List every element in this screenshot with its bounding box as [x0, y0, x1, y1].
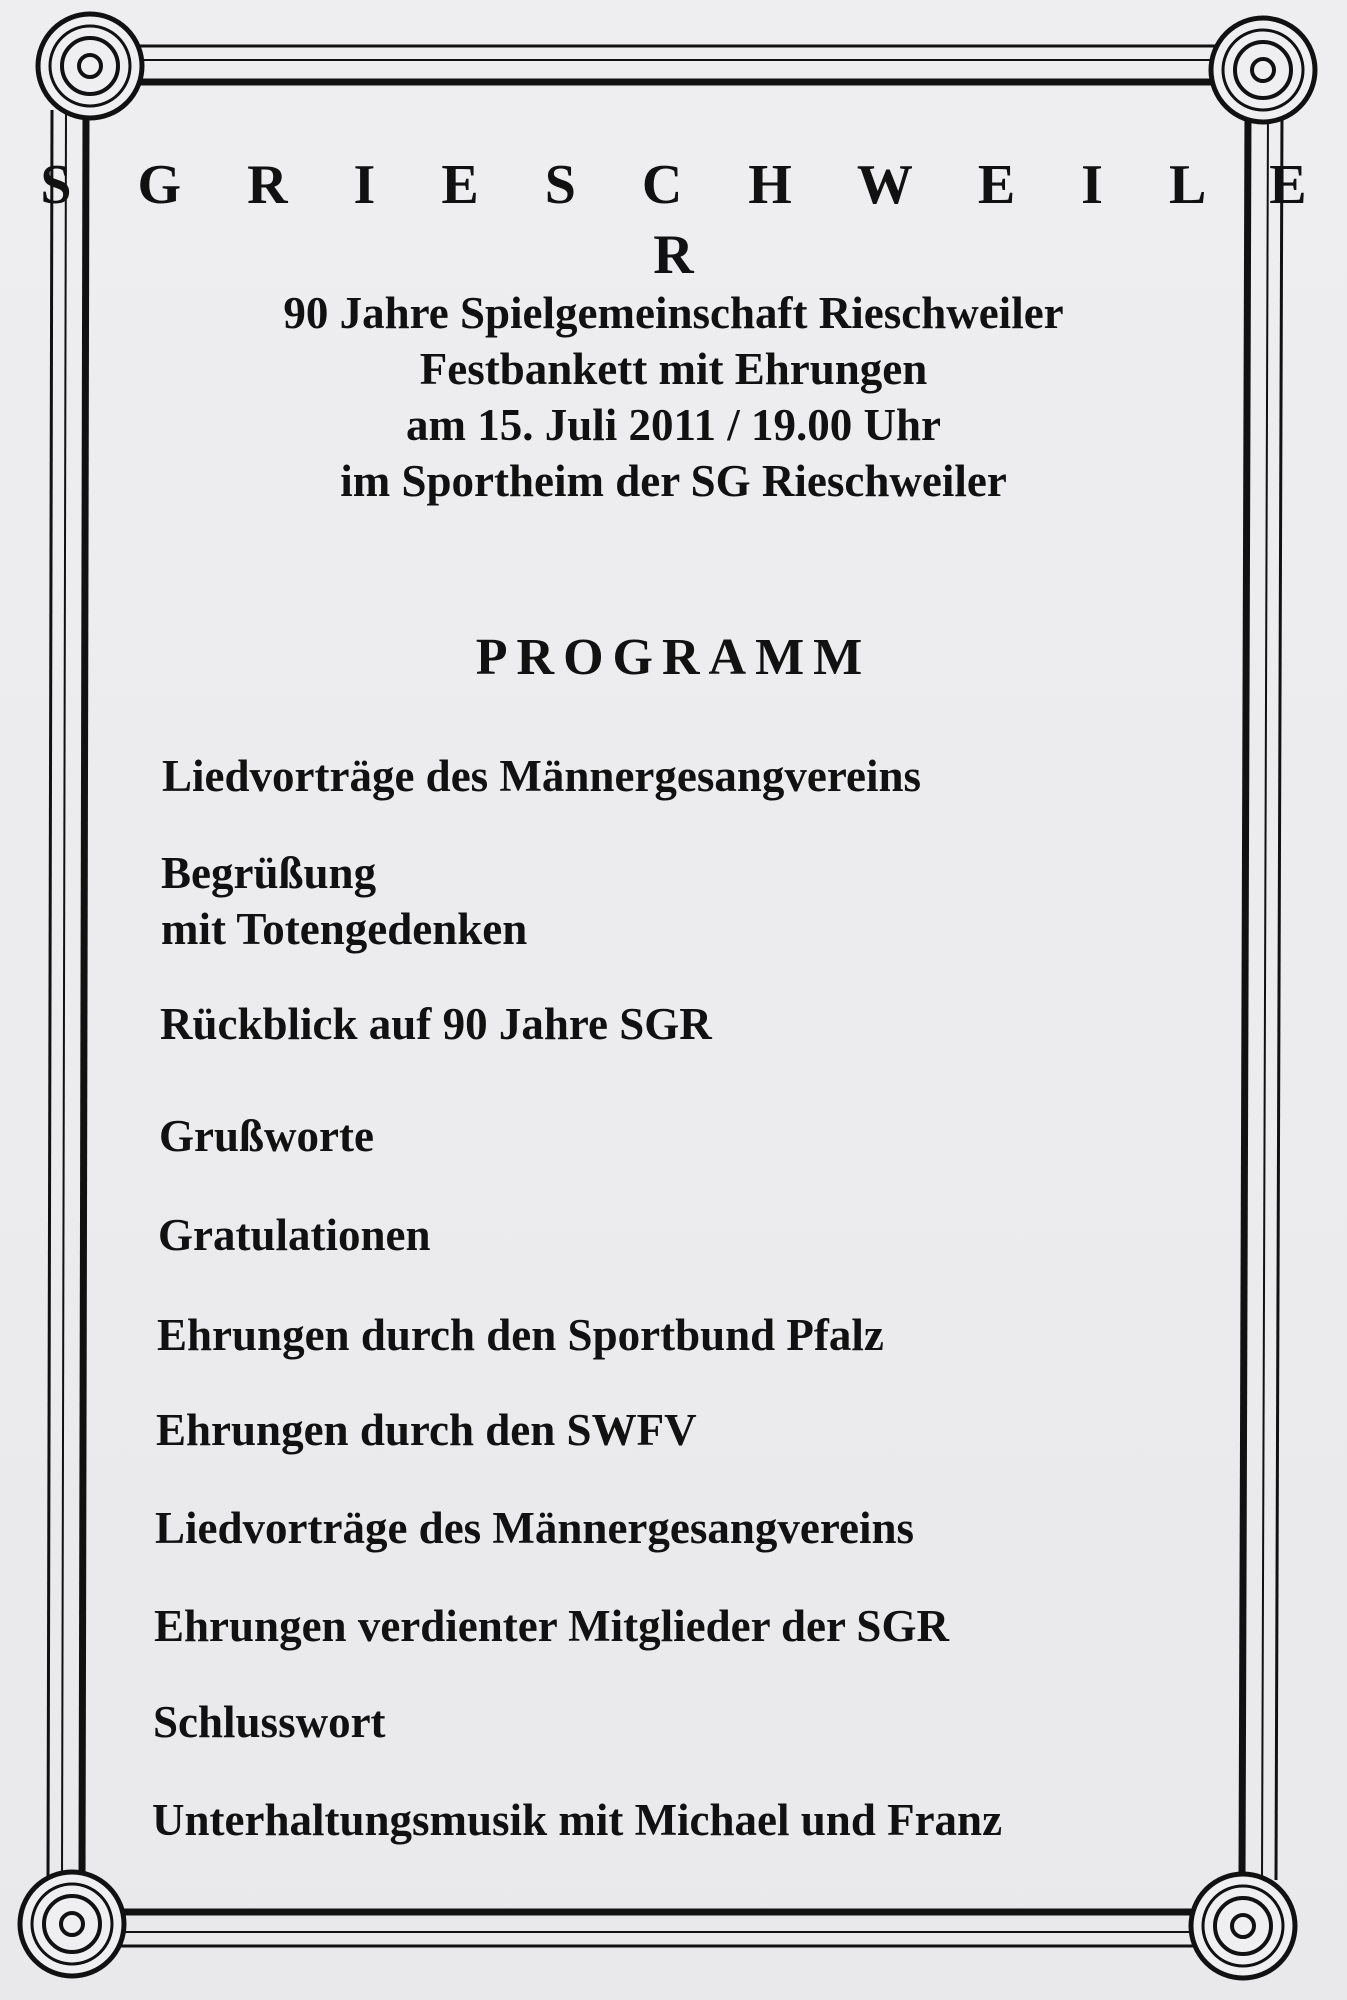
program-item-line: Ehrungen durch den Sportbund Pfalz — [157, 1310, 884, 1360]
program-item — [153, 1694, 386, 1750]
event-date-time: am 15. Juli 2011 / 19.00 Uhr — [405, 400, 942, 450]
event-name: Festbankett mit Ehrungen — [419, 344, 928, 394]
program-item-line: Liedvorträge des Männergesangvereins — [162, 751, 922, 801]
event-location: im Sportheim der SG Rieschweiler — [340, 456, 1007, 506]
program-item-line: Rückblick auf 90 Jahre SGR — [160, 999, 712, 1049]
program-item-line: mit Totengedenken — [161, 904, 528, 954]
program-item — [154, 1598, 949, 1654]
page-title: S G R I E S C H W E I L E R — [40, 154, 1333, 286]
program-item — [157, 1307, 884, 1363]
program-item-line: Begrüßung — [161, 848, 377, 898]
program-item — [158, 1207, 431, 1263]
program-item-line: Liedvorträge des Männergesangvereins — [155, 1503, 915, 1553]
program-item-line: Gratulationen — [158, 1210, 431, 1260]
event-anniversary: 90 Jahre Spielgemeinschaft Rieschweiler — [283, 288, 1064, 338]
program-item — [160, 996, 712, 1052]
program-item-line: Unterhaltungsmusik mit Michael und Franz — [152, 1795, 1003, 1845]
program-item — [159, 1108, 374, 1164]
program-item-line: Ehrungen durch den SWFV — [156, 1405, 697, 1455]
program-item — [162, 748, 921, 804]
program-heading: PROGRAMM — [475, 629, 872, 686]
program-item-line: Ehrungen verdienter Mitglieder der SGR — [154, 1601, 949, 1651]
program-item — [161, 845, 527, 957]
program-item — [152, 1792, 1002, 1848]
program-item-line: Grußworte — [159, 1111, 374, 1161]
program-item — [156, 1402, 697, 1458]
program-item-line: Schlusswort — [153, 1697, 386, 1747]
program-item — [155, 1500, 914, 1556]
